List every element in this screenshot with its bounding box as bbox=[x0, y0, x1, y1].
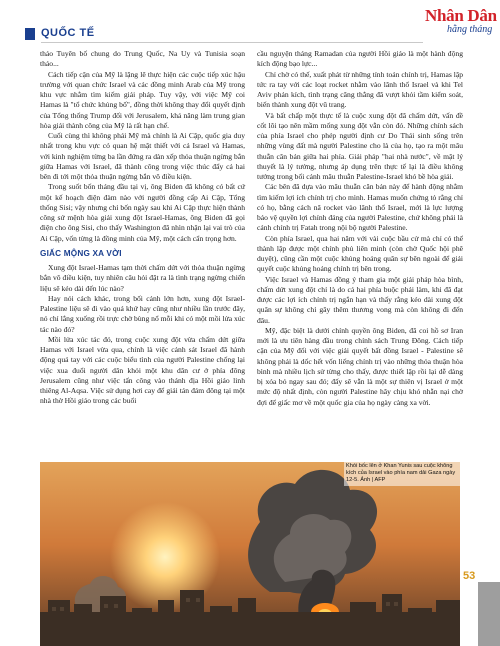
paragraph: Trong suốt bốn tháng đầu tại vị, ông Biden đã không có bất cứ một kế hoạch điện đàm nào với người đồng cấp Ai Cập, Tổng thống Sisi; vậy nhưng chỉ bốn ngày sau khi Ai Cập thực hiện thành công sứ mệnh hòa giải xung đột Israel-Hamas, ông Biden đã gọi điện cho ông Sisi, cho thấy Washington đã nhìn nhận lại vai trò của Ai Cập, vốn từng là đồng minh của Mỹ, một cách cẩn trọng hơn. bbox=[40, 182, 245, 243]
paragraph: Cuối cùng thì không phải Mỹ mà chính là Ai Cập, quốc gia duy nhất trong khu vực có quan hệ mật thiết với cả Israel và Hamas, với kinh nghiệm từng ba lần đứng ra dàn xếp thỏa thuận ngừng bắn giữa Hamas với Israel, đã thành công trong việc thúc đẩy cả hai bên đi tới một thỏa thuận ngừng bắn vô điều kiện. bbox=[40, 131, 245, 181]
logo-main-text: Nhân Dân bbox=[425, 6, 497, 25]
paragraph: Mỹ, đặc biệt là dưới chính quyền ông Biden, đã coi hồ sơ Iran mới là ưu tiên hàng đầu trong chính sách Trung Đông. Cách tiếp cận của Mỹ đối với việc giải quyết bất đồng Israel - Palestine sẽ không phải là dốc hết vốn liếng chính trị vào những thỏa thuận hòa bình mà nhiều lịch sử từng cho thấy, được thiết lập rồi lại dễ dàng bị xóa bỏ ngay sau đó; đấy sẽ vẫn là một sự thiên vị Israel ở một mức độ nhất định, còn người Palestine hãy chịu khó nhẫn nại chờ đợi để giấc mơ về một quốc gia của họ ngày càng xa vời. bbox=[257, 325, 463, 407]
paragraph: Còn phía Israel, qua hai năm với vài cuộc bầu cử mà chỉ có thể thành lập được một chính phủ liên minh (còn chờ Quốc hội phê duyệt), cũng cần một cuộc khủng hoảng quân sự bên ngoài để giải quyết cuộc khủng hoảng chính trị bên trong. bbox=[257, 233, 463, 274]
paragraph: Các bên đã dựa vào mâu thuẫn căn bản này để hành động nhằm tìm kiếm lợi ích chính trị cho mình. Hamas muốn chứng tỏ rằng chỉ có họ, bằng cách nã rocket vào lãnh thổ Israel, mới là lực lượng bảo vệ quyền lợi chính đáng của người Palestine, chứ không phải là cánh chính trị Fatah trong nội bộ người Palestine. bbox=[257, 182, 463, 233]
section-title: QUỐC TẾ bbox=[41, 27, 95, 39]
paragraph: Việc Israel và Hamas đồng ý tham gia một giải pháp hòa bình, chấm dứt xung đột chỉ là do cả hai phía buộc phải làm, khi đã đạt được các lợi ích chính trị ngắn hạn và thấy rằng kéo dài xung đột quân sự không chỉ gây thêm thương vong mà còn không đi đến đâu. bbox=[257, 274, 463, 325]
photo-caption: Khói bốc lên ở Khan Yunis sau cuộc không kích của Israel vào phía nam dải Gaza ngày 12-5. Ảnh | AFP bbox=[344, 462, 464, 486]
header-rule bbox=[41, 42, 423, 43]
paragraph: thảo Tuyên bố chung do Trung Quốc, Na Uy và Tunisia soạn thảo... bbox=[40, 49, 245, 69]
magazine-logo bbox=[425, 6, 495, 54]
paragraph: Cách tiếp cận của Mỹ là lặng lẽ thực hiện các cuộc tiếp xúc hậu trường với quan chức Israel và các đồng minh Arab của Mỹ trong khu vực nhằm tìm kiếm giải pháp. Tuy vậy, với việc Mỹ coi Hamas là "tổ chức khủng bố", đồng thời không thay đổi quyết định của Tổng thống Trump đối với Jerusalem, khả năng làm trung gian hòa giải thành công của Mỹ là rất hạn chế. bbox=[40, 69, 245, 130]
paragraph: Xung đột Israel-Hamas tạm thời chấm dứt với thỏa thuận ngừng bắn vô điều kiện, tuy nhiên câu hỏi đặt ra là tình trạng ngừng chiến liệu sẽ kéo dài đến lúc nào? bbox=[40, 263, 245, 293]
news-photo bbox=[40, 462, 460, 646]
paragraph: Và bất chấp một thực tế là cuộc xung đột đã chấm dứt, vấn đề cốt lõi tạo nên mầm mống xung đột vẫn còn đó. Những chính sách của phía Israel cho phép người định cư Do Thái sinh sống trên những vùng đất mà người Palestine cho là của họ, tạo ra một mâu thuẫn căn bản giữa hai phía. Giải pháp "hai nhà nước", về mặt lý thuyết là lý tưởng, nhưng áp dụng trên thực tế lại là điều không tưởng trong bối cảnh mâu thuẫn Palestine-Israel khó bề hòa giải. bbox=[257, 110, 463, 181]
logo-sub-text: hằng tháng bbox=[447, 24, 493, 35]
section-marker bbox=[25, 28, 35, 40]
paragraph: Mồi lửa xúc tác đó, trong cuộc xung đột vừa chấm dứt giữa Hamas với Israel vừa qua, chính là việc cảnh sát Israel đã hành động quá tay với các cuộc biểu tình của người Palestine chống lại việc xua đuổi người dân khỏi một khu dân cư ở phía đông Jerusalem cũng như việc tấn công vào thánh địa Hồi giáo linh thiêng Al-Aqsa. Việc sử dụng hơi cay để giải tán đám đông tại một nhà thờ Hồi giáo trong các buổi bbox=[40, 334, 245, 406]
paragraph: Chỉ chờ có thế, xuất phát từ những tính toán chính trị, Hamas lập tức ra tay với các loạt rocket nhằm vào lãnh thổ Israel và khi Tel Aviv phản kích, tình trạng căng thẳng đã vượt khỏi tầm kiểm soát, biến thành xung đột vũ trang. bbox=[257, 69, 463, 110]
page-header bbox=[0, 0, 500, 40]
article-column-left bbox=[40, 49, 245, 407]
smoke-over-city-image bbox=[40, 462, 460, 646]
paragraph: cầu nguyện tháng Ramadan của người Hồi giáo là một hành động kích động bạo lực... bbox=[257, 49, 463, 69]
subheading: GIẤC MỘNG XA VỜI bbox=[40, 248, 122, 258]
paragraph: Hay nói cách khác, trong bối cảnh lớn hơn, xung đột Israel-Palestine liệu sẽ đi vào quá khứ hay cũng như nhiều lần trước đây, nó chỉ lắng xuống rồi trực chờ bùng nổ mỗi khi có một mồi lửa xúc tác nào đó? bbox=[40, 293, 245, 334]
article-column-right bbox=[257, 49, 463, 408]
page-edge-bar bbox=[478, 582, 500, 646]
page-number: 53 bbox=[463, 570, 476, 582]
